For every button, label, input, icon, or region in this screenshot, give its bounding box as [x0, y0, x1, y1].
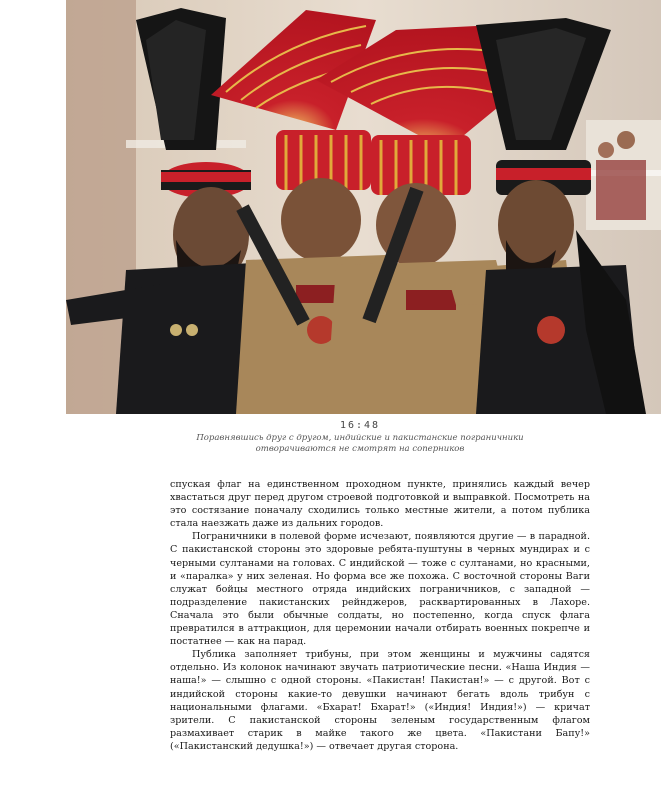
paragraph-2: Пограничники в полевой форме исчезают, появляются другие — в парадной. С пакистанской стороны это здоровые ребята-пуштуны в черных мундирах и с черными султанами на головах. С индийской — тоже с султанами, но красными, и «паралка» у них зеленая. Но форма все же похожа. С восточной стороны Ваги служат бойцы местного отряда индийских пограничников, с западной — подразделение пакистанских рейнджеров, расквартированных в Лахоре. Сначала это были обычные солдаты, но постепенно, когда спуск флага превратился в аттракцион, для церемонии начали отбирать военных покрепче и постатнее — как на парад. — [170, 531, 590, 648]
article-body — [170, 478, 590, 753]
figure-number: 16:48 — [339, 420, 381, 431]
caption-line-1: Поравнявшись друг с другом, индийские и пакистанские пограничники — [196, 433, 524, 443]
figure-caption — [120, 420, 600, 455]
paragraph-3: Публика заполняет трибуны, при этом женщины и мужчины садятся отдельно. Из колонок начинают звучать патриотические песни. «Наша Индия — наша!» — слышно с одной стороны. «Пакистан! Пакистан!» — с другой. Вот с индийской стороны какие-то девушки начинают бегать вдоль трибун с национальными флагами. «Бхарат! Бхарат!» («Индия! Индия!») — кричат зрители. С пакистанской стороны зеленым государственным флагом размахивает старик в майке такого же цвета. «Пакистани Бапу!» («Пакистанский дедушка!») — отвечает другая сторона. — [170, 649, 590, 752]
guards-photo — [66, 0, 661, 414]
paragraph-1: спуская флаг на единственном проходном пункте, принялись каждый вечер хвастаться друг перед другом строевой подготовкой и выправкой. Посмотреть на это состязание поначалу сходились только местные жители, а потом публика стала наезжать даже из дальних городов. — [170, 479, 590, 530]
guards-illustration — [66, 0, 661, 414]
caption-line-2: отворачиваются не смотрят на соперников — [255, 444, 465, 454]
